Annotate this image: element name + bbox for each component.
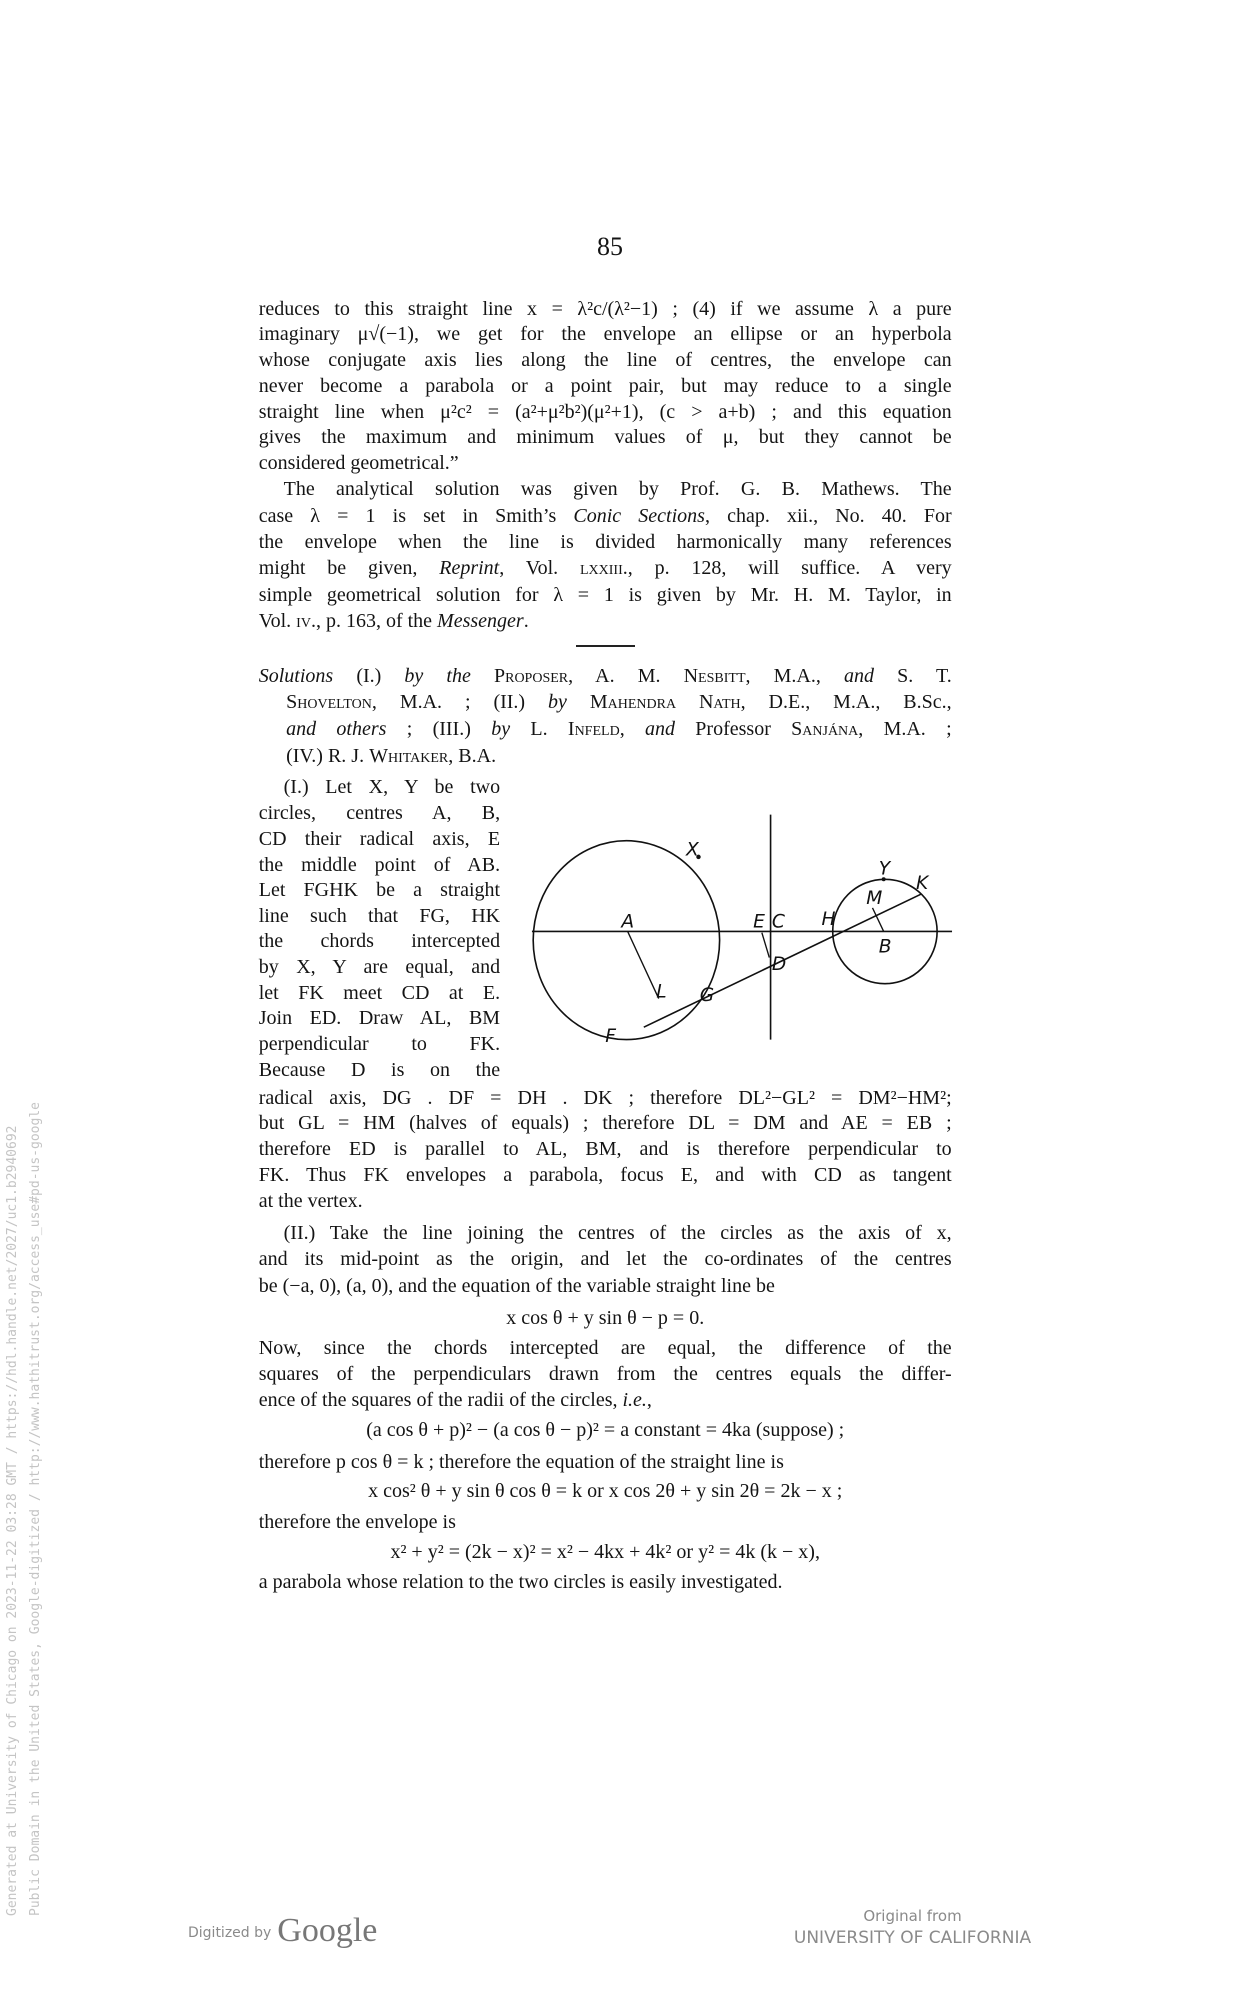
text-line: let FK meet CD at E.: [258, 982, 501, 1005]
text-segment: L.: [510, 718, 568, 741]
text-line: Join ED. Draw AL, BM: [258, 1007, 501, 1030]
label-h: H: [821, 909, 836, 931]
label-k: K: [915, 873, 929, 895]
text-line: squares of the perpendiculars drawn from the centres equals the differ-: [258, 1362, 952, 1385]
text-line: FK. Thus FK envelopes a parabola, focus E, and with CD as tangent: [258, 1163, 952, 1186]
text-line: [286, 718, 952, 744]
italic-segment: by: [491, 718, 511, 741]
text-segment: ence of the squares of the radii of the circles,: [258, 1388, 623, 1411]
text-line: x cos² θ + y sin θ cos θ = k or x cos 2θ + y sin 2θ = 2k − x ;: [368, 1479, 843, 1502]
text-line: gives the maximum and minimum values of μ, but they cannot be: [258, 426, 952, 449]
italic-segment: Messenger: [437, 610, 524, 633]
text-line: never become a parabola or a point pair, but may reduce to a single: [258, 375, 952, 398]
text-line: x cos θ + y sin θ − p = 0.: [506, 1306, 705, 1329]
text-segment: (I.): [333, 664, 405, 687]
text-line: [259, 665, 952, 691]
italic-segment: Reprint: [439, 556, 500, 579]
text-segment: ., p. 128, will suffice. A very: [622, 556, 952, 579]
italic-segment: Conic Sections: [573, 504, 705, 527]
label-x: X: [686, 839, 699, 861]
perpendicular-bm: [872, 908, 883, 932]
text-line: by X, Y are equal, and: [258, 956, 501, 979]
text-line: the envelope when the line is divided harmonically many references: [258, 530, 952, 553]
label-c: C: [771, 911, 785, 933]
text-line: Let FGHK be a straight: [258, 878, 501, 901]
text-line: perpendicular to FK.: [258, 1033, 501, 1056]
institution-name: UNIVERSITY OF CALIFORNIA: [793, 1928, 1032, 1948]
text-segment: ., p. 163, of the: [310, 610, 438, 633]
original-from: [780, 1905, 1045, 1949]
text-line: (a cos θ + p)² − (a cos θ − p)² = a constant = 4ka (suppose) ;: [366, 1418, 845, 1441]
italic-segment: by: [548, 691, 567, 714]
google-logo: Google: [277, 1912, 378, 1949]
text-segment: .: [523, 610, 529, 633]
text-line: circles, centres A, B,: [258, 801, 501, 824]
label-a: A: [621, 911, 635, 933]
text-line: x² + y² = (2k − x)² = x² − 4kx + 4k² or y² = 4k (k − x),: [390, 1540, 820, 1563]
text-line: (I.) Let X, Y be two: [283, 775, 501, 798]
text-line: Now, since the chords intercepted are equal, the difference of the: [258, 1336, 952, 1359]
text-line: be (−a, 0), (a, 0), and the equation of the variable straight line be: [258, 1274, 775, 1297]
text-line: radical axis, DG . DF = DH . DK ; therefore DL²−GL² = DM²−HM²;: [258, 1086, 952, 1109]
text-segment: , M.A. ;: [858, 718, 952, 741]
text-line: [286, 691, 952, 717]
label-m: M: [866, 888, 883, 910]
digitized-by-google: [188, 1912, 377, 1950]
text-line: CD their radical axis, E: [258, 827, 501, 850]
text-line: [286, 745, 952, 771]
text-line: therefore the envelope is: [258, 1510, 456, 1533]
segment-ed: [762, 933, 769, 958]
text-line: therefore ED is parallel to AL, BM, and is therefore perpendicular to: [258, 1137, 952, 1160]
text-line: [259, 505, 952, 531]
section-divider: [576, 645, 635, 647]
text-segment: S. T.: [873, 664, 952, 687]
text-line: (II.) Take the line joining the centres of the circles as the axis of x,: [283, 1222, 952, 1245]
text-line: imaginary μ√(−1), we get for the envelope an ellipse or an hyperbola: [258, 322, 952, 345]
text-line: whose conjugate axis lies along the line of centres, the envelope can: [258, 349, 952, 371]
text-line: but GL = HM (halves of equals) ; therefore DL = DM and AE = EB ;: [258, 1111, 952, 1134]
text-segment: Professor: [675, 718, 792, 741]
text-line: reduces to this straight line x = λ²c/(λ²−1) ; (4) if we assume λ a pure: [258, 298, 952, 320]
text-line: a parabola whose relation to the two circles is easily investigated.: [258, 1570, 783, 1593]
italic-segment: Solutions: [258, 664, 334, 687]
text-segment: , Vol.: [499, 556, 580, 579]
text-segment: [567, 691, 590, 713]
text-segment: Vol.: [258, 610, 297, 633]
text-line: the chords intercepted: [258, 929, 501, 952]
text-segment: (IV.) R. J.: [286, 744, 370, 767]
small-caps-segment: Shovelton: [286, 691, 372, 714]
label-g: G: [699, 985, 715, 1007]
small-caps-segment: Mahendra Nath: [589, 691, 741, 714]
digitized-by-label: Digitized by: [188, 1925, 272, 1941]
text-segment: , chap. xii., No. 40. For: [704, 504, 952, 527]
watermark-line-1: Generated at University of Chicago on 2023-11-22 03:28 GMT / https://hdl.handle.net/2027/uc1.b2940692: [5, 1125, 20, 1916]
label-l: L: [656, 981, 667, 1003]
text-segment: case λ = 1 is set in Smith’s: [258, 504, 574, 527]
perpendicular-al: [628, 931, 659, 998]
text-line: the middle point of AB.: [258, 854, 501, 877]
text-line: straight line when μ²c² = (a²+μ²b²)(μ²+1), (c > a+b) ; and this equation: [258, 401, 952, 424]
small-caps-segment: Proposer: [493, 664, 569, 687]
text-segment: might be given,: [258, 556, 440, 579]
italic-segment: by the: [404, 664, 471, 687]
circle-x: [533, 841, 719, 1040]
italic-segment: and others: [286, 718, 387, 741]
text-line: Because D is on the: [258, 1059, 501, 1082]
text-line: [259, 557, 952, 583]
label-b: B: [878, 936, 892, 958]
text-line: and its mid-point as the origin, and let the co-ordinates of the centres: [258, 1248, 952, 1271]
text-segment: [471, 665, 494, 687]
text-segment: , M.A.,: [745, 664, 844, 687]
italic-segment: i.e.: [622, 1388, 647, 1411]
small-caps-segment: Infeld: [567, 718, 620, 741]
small-caps-segment: lxxiii: [579, 556, 623, 579]
text-segment: ; (III.): [386, 718, 492, 741]
text-segment: , A. M.: [568, 664, 684, 687]
original-from-label: Original from: [863, 1907, 962, 1925]
text-segment: ,: [646, 1388, 652, 1411]
text-line: at the vertex.: [258, 1189, 363, 1212]
small-caps-segment: iv: [296, 610, 311, 633]
page-number: 85: [597, 232, 623, 261]
text-line: [259, 610, 952, 636]
text-line: considered geometrical.”: [258, 452, 459, 475]
text-segment: ,: [619, 718, 645, 741]
text-line: line such that FG, HK: [258, 905, 501, 928]
watermark-line-2: Public Domain in the United States, Google-digitized / http://www.hathitrust.org/access_use#pd-us-google: [28, 1102, 43, 1916]
small-caps-segment: Sanjána: [791, 718, 859, 741]
text-segment: , D.E., M.A., B.Sc.,: [740, 691, 952, 714]
label-y: Y: [878, 858, 891, 880]
italic-segment: and: [843, 664, 874, 687]
label-f: F: [605, 1026, 616, 1048]
two-circles-diagram: [522, 796, 957, 1057]
text-line: therefore p cos θ = k ; therefore the equation of the straight line is: [258, 1451, 784, 1474]
text-line: [259, 1389, 952, 1415]
text-segment: , B.A.: [448, 744, 497, 767]
text-line: simple geometrical solution for λ = 1 is given by Mr. H. M. Taylor, in: [258, 584, 952, 607]
italic-segment: and: [645, 718, 675, 741]
label-d: D: [771, 954, 787, 975]
text-segment: , M.A. ; (II.): [371, 691, 549, 714]
small-caps-segment: Whitaker: [369, 744, 449, 767]
label-e: E: [753, 911, 765, 933]
text-line: The analytical solution was given by Prof. G. B. Mathews. The: [283, 478, 952, 501]
small-caps-segment: Nesbitt: [683, 664, 746, 687]
